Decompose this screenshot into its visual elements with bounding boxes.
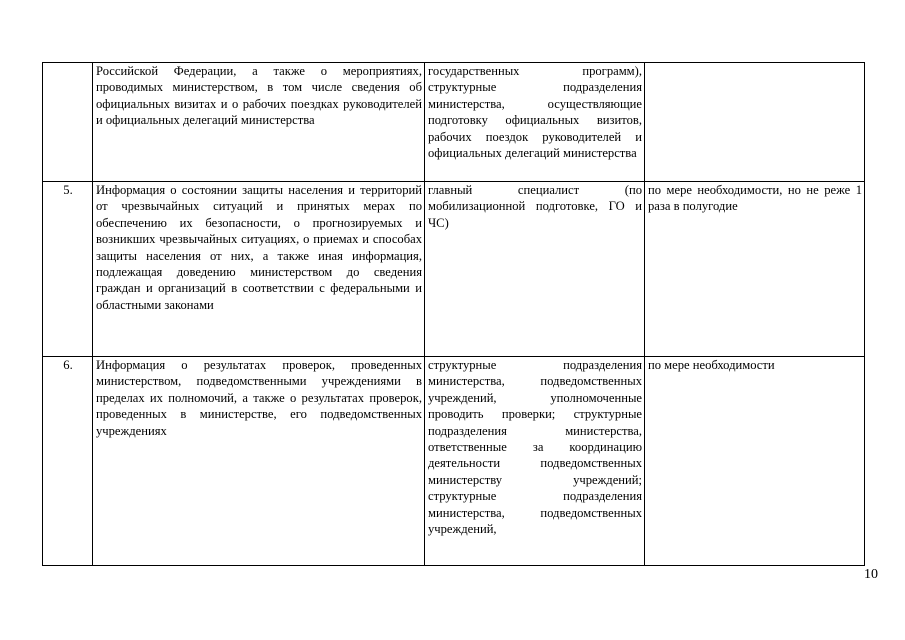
responsible-cell: главный специалист (по мобилизационной подготовке, ГО и ЧС) (425, 182, 645, 357)
responsible-cell: государственных программ), структурные подразделения министерства, осуществляющие подготовку официальных визитов, рабочих поездок руководителей и официальных делегаций министерства (425, 63, 645, 182)
row-number (43, 63, 93, 182)
table-row (43, 182, 865, 357)
period-cell: по мере необходимости (645, 357, 865, 566)
period-cell (645, 63, 865, 182)
responsible-cell: структурные подразделения министерства, подведомственных учреждений, уполномоченные проводить проверки; структурные подразделения министерства, ответственные за координацию деятельности подведомственных министерству учреждений; структурные подразделения министерства, подведомственных учреждений, (425, 357, 645, 566)
row-number: 6. (43, 357, 93, 566)
table-row (43, 63, 865, 182)
information-cell: Информация о состоянии защиты населения и территорий от чрезвычайных ситуаций и принятых мерах по обеспечению их безопасности, о прогнозируемых и возникших чрезвычайных ситуациях, о приемах и способах защиты населения от них, а также иная информация, подлежащая доведению министерством до сведения граждан и организаций в соответствии с федеральными и областными законами (93, 182, 425, 357)
table-row (43, 357, 865, 566)
information-cell: Российской Федерации, а также о мероприятиях, проводимых министерством, в том числе сведения об официальных визитах и о рабочих поездках руководителей и официальных делегаций министерства (93, 63, 425, 182)
document-table (42, 62, 865, 566)
period-cell: по мере необходимости, но не реже 1 раза в полугодие (645, 182, 865, 357)
row-number: 5. (43, 182, 93, 357)
information-cell: Информация о результатах проверок, проведенных министерством, подведомственными учреждениями в пределах их полномочий, а также о результатах проверок, проведенных в министерстве, его подведомственных учреждениях (93, 357, 425, 566)
page-number: 10 (864, 567, 878, 582)
